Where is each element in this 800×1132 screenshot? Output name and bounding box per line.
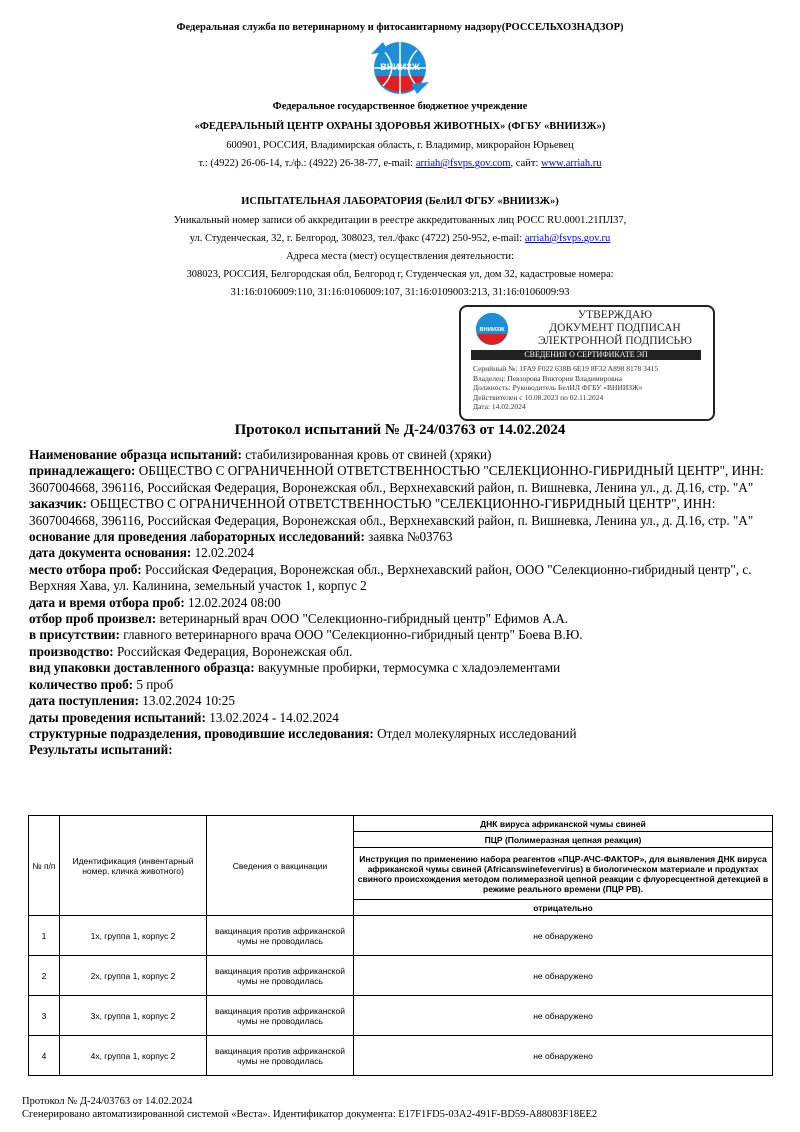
- field-value: Российская Федерация, Воронежская обл., Верхнехавский район, ООО "Селекционно-гибридный центр", с. Верхняя Хава, ул. Калинина, земельный участок 1, корпус 2: [29, 561, 752, 594]
- field-value: заявка №03763: [364, 529, 453, 545]
- field-15: [29, 742, 774, 758]
- stamp-owner: Владелец: Певзорова Виктория Владимировна: [473, 373, 622, 383]
- field-1: [29, 463, 774, 496]
- org-type: Федеральное государственное бюджетное учреждение: [272, 101, 528, 112]
- field-9: [29, 644, 774, 660]
- cell-vacc: вакцинация против африканской чумы не проводилась: [207, 1036, 354, 1076]
- cell-result: не обнаружено: [354, 916, 773, 956]
- field-label: в присутствии:: [29, 627, 120, 643]
- field-value: 13.02.2024 10:25: [138, 693, 235, 709]
- field-8: [29, 627, 774, 643]
- field-0: [29, 447, 774, 463]
- vniizzh-logo: [363, 38, 437, 96]
- field-label: структурные подразделения, проводившие исследования:: [29, 725, 374, 741]
- cell-id: 2х, группа 1, корпус 2: [60, 956, 207, 996]
- field-7: [29, 611, 774, 627]
- field-value: ветеринарный врач ООО "Селекционно-гибридный центр" Ефимов А.А.: [156, 611, 569, 627]
- footer-protocol: Протокол № Д-24/03763 от 14.02.2024: [22, 1096, 193, 1107]
- cell-no: 4: [29, 1036, 60, 1076]
- field-5: [29, 562, 774, 595]
- cell-no: 3: [29, 996, 60, 1036]
- stamp-logo: [473, 310, 511, 348]
- stamp-line2: ДОКУМЕНТ ПОДПИСАН: [549, 322, 681, 334]
- table-row: [29, 916, 773, 956]
- col-id: Идентификация (инвентарный номер, кличка животного): [60, 816, 207, 916]
- field-11: [29, 677, 774, 693]
- field-value: Российская Федерация, Воронежская обл.: [113, 643, 353, 659]
- stamp-bar: СВЕДЕНИЯ О СЕРТИФИКАТЕ ЭП: [471, 350, 701, 360]
- field-4: [29, 545, 774, 561]
- field-10: [29, 660, 774, 676]
- lab-email-link[interactable]: arriah@fsvps.gov.ru: [524, 233, 611, 244]
- field-value: 12.02.2024 08:00: [184, 594, 281, 610]
- field-value: 13.02.2024 - 14.02.2024: [205, 709, 339, 725]
- table-row: [29, 956, 773, 996]
- accreditation: Уникальный номер записи об аккредитации в реестре аккредитованных лиц РОСС RU.0001.21ПЛ37,: [173, 215, 627, 226]
- logo-text: ВНИИЗЖ: [380, 62, 420, 72]
- lab-address: [0, 233, 800, 244]
- cadastral-numbers: 31:16:0106009:110, 31:16:0106009:107, 31:16:0109003:213, 31:16:0106009:93: [230, 287, 570, 298]
- field-value: 5 проб: [133, 676, 174, 692]
- field-3: [29, 529, 774, 545]
- field-value: главного ветеринарного врача ООО "Селекционно-гибридный центр" Боева В.Ю.: [119, 627, 583, 643]
- field-label: заказчик:: [29, 496, 87, 512]
- lab-name: ИСПЫТАТЕЛЬНАЯ ЛАБОРАТОРИЯ (БелИЛ ФГБУ «ВНИИЗЖ»): [241, 196, 559, 207]
- activity-address: 308023, РОССИЯ, Белгородская обл, Белгород г, Студенческая ул, дом 32, кадастровые номера:: [186, 269, 614, 280]
- field-6: [29, 595, 774, 611]
- table-row: [29, 996, 773, 1036]
- cell-id: 4х, группа 1, корпус 2: [60, 1036, 207, 1076]
- test-target: ДНК вируса африканской чумы свиней: [354, 816, 773, 832]
- test-norm: отрицательно: [354, 900, 773, 916]
- test-method: ПЦР (Полимеразная цепная реакция): [354, 832, 773, 848]
- stamp-serial: Серийный №: 1FA9 F022 638B 6E19 8F32 A898 8178 3415: [473, 364, 659, 373]
- svg-text:ВНИИЗЖ: ВНИИЗЖ: [479, 326, 505, 333]
- stamp-position: Должность: Руководитель БелИЛ ФГБУ «ВНИИЗЖ»: [473, 383, 643, 392]
- stamp-date: Дата: 14.02.2024: [473, 402, 526, 411]
- cell-result: не обнаружено: [354, 1036, 773, 1076]
- field-value: 12.02.2024: [191, 545, 254, 561]
- field-label: принадлежащего:: [29, 463, 136, 479]
- org-contacts: [0, 158, 800, 169]
- test-instruction: Инструкция по применению набора реагентов «ПЦР-АЧС-ФАКТОР», для выявления ДНК вируса африканской чумы свиней (Africanswinefevervirus) в биологическом материале и продуктах свиного происхождения методом полимеразной цепной реакции с флуоресцентной детекцией в режиме реального времени (ПЦР РВ).: [354, 848, 773, 900]
- field-13: [29, 710, 774, 726]
- field-label: вид упаковки доставленного образца:: [29, 660, 255, 676]
- field-value: ОБЩЕСТВО С ОГРАНИЧЕННОЙ ОТВЕТСТВЕННОСТЬЮ "СЕЛЕКЦИОННО-ГИБРИДНЫЙ ЦЕНТР", ИНН: 3607004668, 396116, Российская Федерация, Воронежская обл., Верхнехавский район, п. Вишневка, Ленина ул., д. Д.16, стр. "А": [29, 463, 764, 495]
- signature-stamp: [459, 305, 715, 421]
- col-vacc: Сведения о вакцинации: [207, 816, 354, 916]
- cell-vacc: вакцинация против африканской чумы не проводилась: [207, 956, 354, 996]
- cell-id: 1х, группа 1, корпус 2: [60, 916, 207, 956]
- phones: т.: (4922) 26-06-14, т./ф.: (4922) 26-38-77, e-mail:: [198, 158, 416, 169]
- org-name: «ФЕДЕРАЛЬНЫЙ ЦЕНТР ОХРАНЫ ЗДОРОВЬЯ ЖИВОТНЫХ» (ФГБУ «ВНИИЗЖ»): [194, 121, 606, 132]
- org-address: 600901, РОССИЯ, Владимирская область, г. Владимир, микрорайон Юрьевец: [226, 140, 574, 151]
- activity-label: Адреса места (мест) осуществления деятельности:: [286, 251, 514, 262]
- stamp-line3: ЭЛЕКТРОННОЙ ПОДПИСЬЮ: [538, 335, 692, 347]
- field-label: Результаты испытаний:: [29, 742, 173, 758]
- field-value: стабилизированная кровь от свиней (хряки): [241, 447, 492, 462]
- stamp-line1: УТВЕРЖДАЮ: [577, 309, 653, 321]
- field-label: место отбора проб:: [29, 561, 142, 577]
- site-label: , сайт:: [510, 158, 541, 169]
- field-2: [29, 496, 774, 529]
- agency-name: Федеральная служба по ветеринарному и фитосанитарному надзору(РОССЕЛЬХОЗНАДЗОР): [176, 22, 624, 33]
- footer-generated: Сгенерировано автоматизированной системой «Веста». Идентификатор документа: E17F1FD5-03A2-491F-BD59-A88083F18EE2: [22, 1109, 598, 1120]
- field-value: Отдел молекулярных исследований: [373, 725, 577, 741]
- field-value: ОБЩЕСТВО С ОГРАНИЧЕННОЙ ОТВЕТСТВЕННОСТЬЮ "СЕЛЕКЦИОННО-ГИБРИДНЫЙ ЦЕНТР", ИНН: 3607004668, 396116, Российская Федерация, Воронежская обл., Верхнехавский район, п. Вишневка, Ленина ул., д. Д.16, стр. "А": [29, 496, 754, 528]
- field-label: производство:: [29, 643, 114, 659]
- field-label: отбор проб произвел:: [29, 611, 157, 627]
- stamp-valid: Действителен с 10.08.2023 по 02.11.2024: [473, 392, 604, 402]
- results-table: [28, 815, 773, 1076]
- table-row: [29, 1036, 773, 1076]
- site-link[interactable]: www.arriah.ru: [541, 158, 602, 169]
- protocol-fields: [29, 447, 774, 759]
- cell-vacc: вакцинация против африканской чумы не проводилась: [207, 996, 354, 1036]
- field-label: дата документа основания:: [29, 545, 192, 561]
- field-label: дата и время отбора проб:: [29, 594, 185, 610]
- field-value: вакуумные пробирки, термосумка с хладоэлементами: [254, 660, 561, 676]
- lab-address-text: ул. Студенческая, 32, г. Белгород, 308023, тел./факс (4722) 250-952, e-mail:: [189, 233, 525, 244]
- footer: [22, 1095, 597, 1121]
- email-link[interactable]: arriah@fsvps.gov.com: [415, 158, 511, 169]
- col-no: № п/п: [29, 816, 60, 916]
- cell-result: не обнаружено: [354, 956, 773, 996]
- cell-no: 2: [29, 956, 60, 996]
- field-label: дата поступления:: [29, 693, 139, 709]
- field-label: Наименование образца испытаний:: [29, 447, 242, 462]
- field-label: количество проб:: [29, 676, 134, 692]
- protocol-title: Протокол испытаний № Д-24/03763 от 14.02.2024: [234, 422, 566, 438]
- cell-result: не обнаружено: [354, 996, 773, 1036]
- cell-id: 3х, группа 1, корпус 2: [60, 996, 207, 1036]
- cell-no: 1: [29, 916, 60, 956]
- field-label: основание для проведения лабораторных исследований:: [29, 529, 365, 545]
- cell-vacc: вакцинация против африканской чумы не проводилась: [207, 916, 354, 956]
- field-label: даты проведения испытаний:: [29, 709, 206, 725]
- field-12: [29, 693, 774, 709]
- field-14: [29, 726, 774, 742]
